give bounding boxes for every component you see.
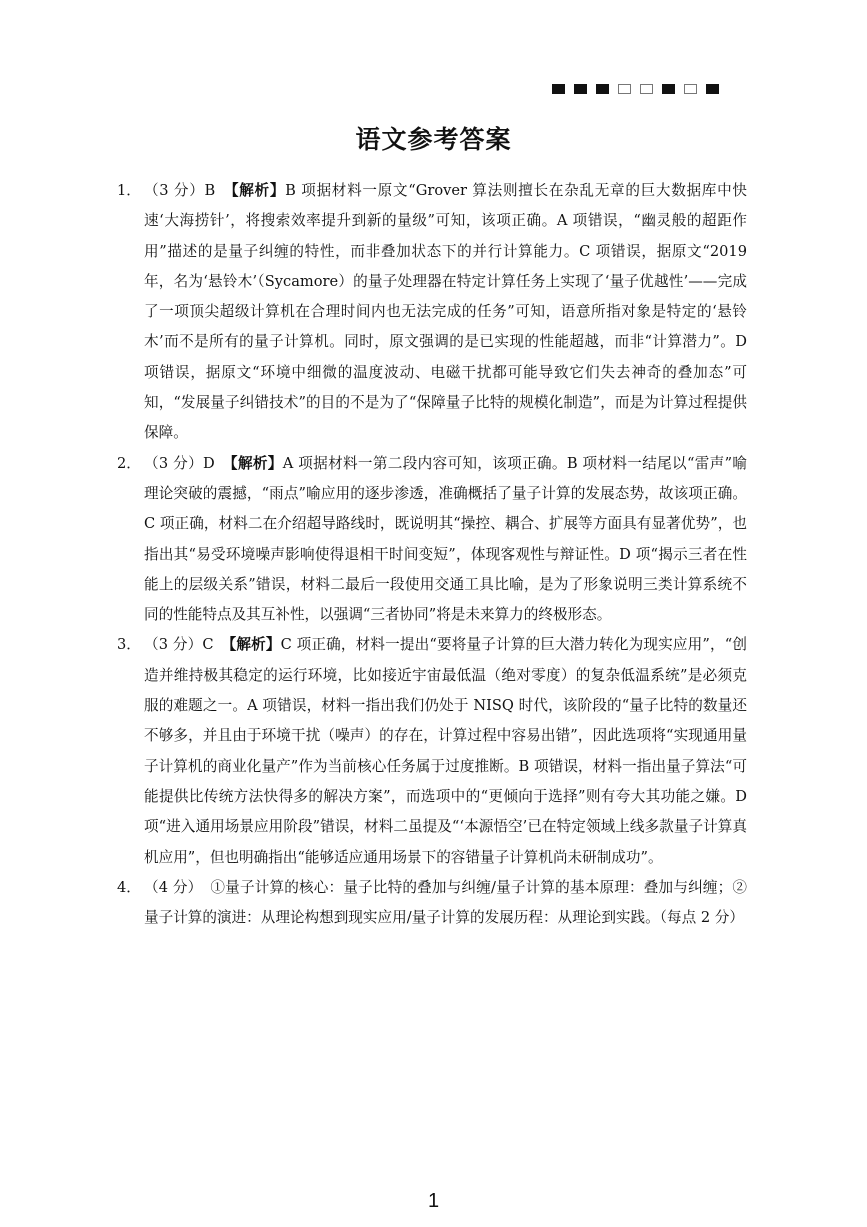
answer-item-2 [117,449,747,631]
header-marks [552,84,719,94]
answer-text: B 项据材料一原文“Grover 算法则擅长在杂乱无章的巨大数据库中快速‘大海捞针’，将搜索效率提升到新的量级”可知，该项正确。A 项错误，“幽灵般的超距作用”描述的是量子纠缠的特性，而非叠加状态下的并行计算能力。C 项错误，据原文“2019 年，名为‘悬铃木’（Sycamore）的量子处理器在特定计算任务上实现了‘量子优越性’——完成了一项顶尖超级计算机在合理时间内也无法完成的任务”可知，语意所指对象是特定的‘悬铃木’而不是所有的量子计算机。同时，原文强调的是已实现的性能超越，而非“计算潜力”。D 项错误，据原文“环境中细微的温度波动、电磁干扰都可能导致它们失去神奇的叠加态”可知，“发展量子纠错技术”的目的不是为了“保障量子比特的规模化制造”，而是为计算过程提供保障。 [144,182,747,442]
header-mark [684,84,697,94]
page-title: 语文参考答案 [355,125,512,154]
answer-number: 3． [117,636,141,654]
header-mark [596,84,609,94]
answer-text: A 项据材料一第二段内容可知，该项正确。B 项材料一结尾以“雷声”喻理论突破的震撼，“雨点”喻应用的逐步渗透，准确概括了量子计算的发展态势，故该项正确。C 项正确，材料二在介绍超导路线时，既说明其“操控、耦合、扩展等方面具有显著优势”，也指出其“易受环境噪声影响使得退相干时间变短”，体现客观性与辩证性。D 项“揭示三者在性能上的层级关系”错误，材料二最后一段使用交通工具比喻，是为了形象说明三类计算系统不同的性能特点及其互补性，以强调“三者协同”将是未来算力的终极形态。 [144,454,747,624]
answer-number: 1． [117,182,141,199]
header-mark [552,84,565,94]
header-mark [574,84,587,94]
answer-list [117,176,747,933]
page-number: 1 [427,1190,440,1212]
header-mark [662,84,675,94]
answer-item-1 [117,176,747,449]
answer-text: C 项正确，材料一提出“要将量子计算的巨大潜力转化为现实应用”，“创造并维持极其稳定的运行环境，比如接近宇宙最低温（绝对零度）的复杂低温系统”是必须克服的难题之一。A 项错误，材料一指出我们仍处于 NISQ 时代，该阶段的“量子比特的数量还不够多，并且由于环境干扰（噪声）的存在，计算过程中容易出错”，因此选项将“实现通用量子计算机的商业化量产”作为当前核心任务属于过度推断。B 项错误，材料一指出量子算法“可能提供比传统方法快得多的解决方案”，而选项中的“更倾向于选择”则有夸大其功能之嫌。D 项“进入通用场景应用阶段”错误，材料二虽提及“‘本源悟空’已在特定领域上线多款量子计算真机应用”，但也明确指出“能够适应通用场景下的容错量子计算机尚未研制成功”。 [144,636,747,866]
header-mark [640,84,653,94]
answer-score: （3 分）B [144,182,216,199]
answer-item-4 [117,873,747,934]
answer-score: （3 分）D [144,454,215,472]
answer-score: （4 分） [144,878,203,896]
answer-score: （3 分）C [144,636,214,654]
answer-number: 2． [117,454,141,472]
analysis-tag: 【解析】 [222,454,283,472]
analysis-tag: 【解析】 [223,182,286,199]
answer-number: 4． [117,878,141,896]
header-mark [618,84,631,94]
header-mark [706,84,719,94]
answer-item-3 [117,630,747,872]
answer-text: ①量子计算的核心：量子比特的叠加与纠缠/量子计算的基本原理：叠加与纠缠；②量子计算的演进：从理论构想到现实应用/量子计算的发展历程：从理论到实践。（每点 2 分） [144,878,747,927]
analysis-tag: 【解析】 [221,636,281,654]
